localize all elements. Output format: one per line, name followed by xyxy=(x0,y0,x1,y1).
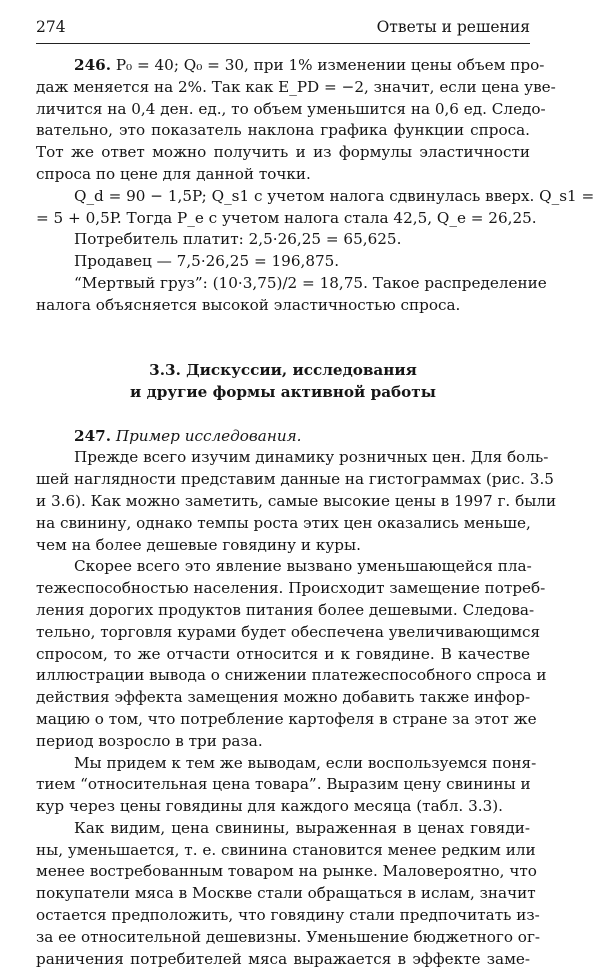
problem-subtitle: Пример исследования. xyxy=(115,426,302,445)
text-line: чем на более дешевые говядину и куры. xyxy=(36,535,361,554)
page-body xyxy=(36,55,594,970)
text-line: ны, уменьшается, т. е. свинина становится менее редким или xyxy=(36,840,536,859)
text-line: шей наглядности представим данные на гистограммах (рис. 3.5 xyxy=(36,470,554,489)
text-line: даж меняется на 2%. Так как E_PD = −2, значит, если цена уве- xyxy=(36,77,556,96)
formula-line: Q_d = 90 − 1,5P; Q_s1 с учетом налога сдвинулась вверх. Q_s1 = xyxy=(74,186,594,205)
text-line: период возросло в три раза. xyxy=(36,731,263,750)
text-line: Мы придем к тем же выводам, если воспользуемся поня- xyxy=(74,753,537,772)
problem-title xyxy=(36,426,530,448)
text-line: “Мертвый груз”: (10·3,75)/2 = 18,75. Такое распределение xyxy=(74,273,547,292)
text-line: Тот же ответ можно получить и из формулы эластичности xyxy=(36,143,530,162)
formula-line: = 5 + 0,5P. Тогда P_e с учетом налога стала 42,5, Q_e = 26,25. xyxy=(36,208,537,227)
page-header xyxy=(36,18,530,38)
text-line: раничения потребителей мяса выражается в эффекте заме- xyxy=(36,949,530,968)
text-line: иллюстрации вывода о снижении платежеспособного спроса и xyxy=(36,666,547,685)
text-line: тельно, торговля курами будет обеспечена увеличивающимся xyxy=(36,622,541,641)
text-line: тием “относительная цена товара”. Выразим цену свинины и xyxy=(36,775,531,794)
section-title-line2: и другие формы активной работы xyxy=(130,382,436,401)
seller-payment: Продавец — 7,5·26,25 = 196,875. xyxy=(74,252,340,271)
text-line: личится на 0,4 ден. ед., то объем уменьшится на 0,6 ед. Следо- xyxy=(36,99,546,118)
text-line: Скорее всего это явление вызвано уменьшающейся пла- xyxy=(74,557,532,576)
text-line: вательно, это показатель наклона графика функции спроса. xyxy=(36,121,530,140)
text-line: действия эффекта замещения можно добавить также инфор- xyxy=(36,688,531,707)
text-line: и 3.6). Как можно заметить, самые высокие цены в 1997 г. были xyxy=(36,491,557,510)
running-title: Ответы и решения xyxy=(376,18,530,36)
text-line: за ее относительной дешевизны. Уменьшение бюджетного ог- xyxy=(36,927,541,946)
section-heading xyxy=(36,360,530,404)
paragraph xyxy=(36,447,557,556)
section-247 xyxy=(36,426,557,970)
text-line: Прежде всего изучим динамику розничных цен. Для боль- xyxy=(74,448,549,467)
text-line: на свинину, однако темпы роста этих цен оказались меньше, xyxy=(36,513,531,532)
text-line: тежеспособностью населения. Происходит замещение потреб- xyxy=(36,579,546,598)
paragraph xyxy=(36,818,541,970)
text-line: ления дорогих продуктов питания более дешевыми. Следова- xyxy=(36,600,535,619)
text-line: Как видим, цена свинины, выраженная в ценах говяди- xyxy=(74,818,530,837)
problem-number: 246. xyxy=(74,56,111,74)
paragraph xyxy=(36,753,537,818)
section-246 xyxy=(36,55,594,317)
page-number: 274 xyxy=(36,18,66,36)
header-rule xyxy=(36,43,530,44)
text-line: спроса по цене для данной точки. xyxy=(36,164,311,183)
section-title-line1: 3.3. Дискуссии, исследования xyxy=(149,361,417,380)
text-line: налога объясняется высокой эластичностью спроса. xyxy=(36,295,461,314)
problem-number: 247. xyxy=(74,426,111,445)
text-line: кур через цены говядины для каждого месяца (табл. 3.3). xyxy=(36,797,503,816)
paragraph xyxy=(36,556,547,752)
text-line: мацию о том, что потребление картофеля в стране за этот же xyxy=(36,709,537,728)
consumer-payment: Потребитель платит: 2,5·26,25 = 65,625. xyxy=(74,230,402,249)
text-line: спросом, то же отчасти относится и к говядине. В качестве xyxy=(36,644,530,663)
text-line: менее востребованным товаром на рынке. Маловероятно, что xyxy=(36,862,537,881)
text-line: покупатели мяса в Москве стали обращаться в ислам, значит xyxy=(36,884,536,903)
text-line: остается предположить, что говядину стали предпочитать из- xyxy=(36,906,540,925)
text-line: 246. P₀ = 40; Q₀ = 30, при 1% изменении цены объем про- xyxy=(74,56,545,74)
